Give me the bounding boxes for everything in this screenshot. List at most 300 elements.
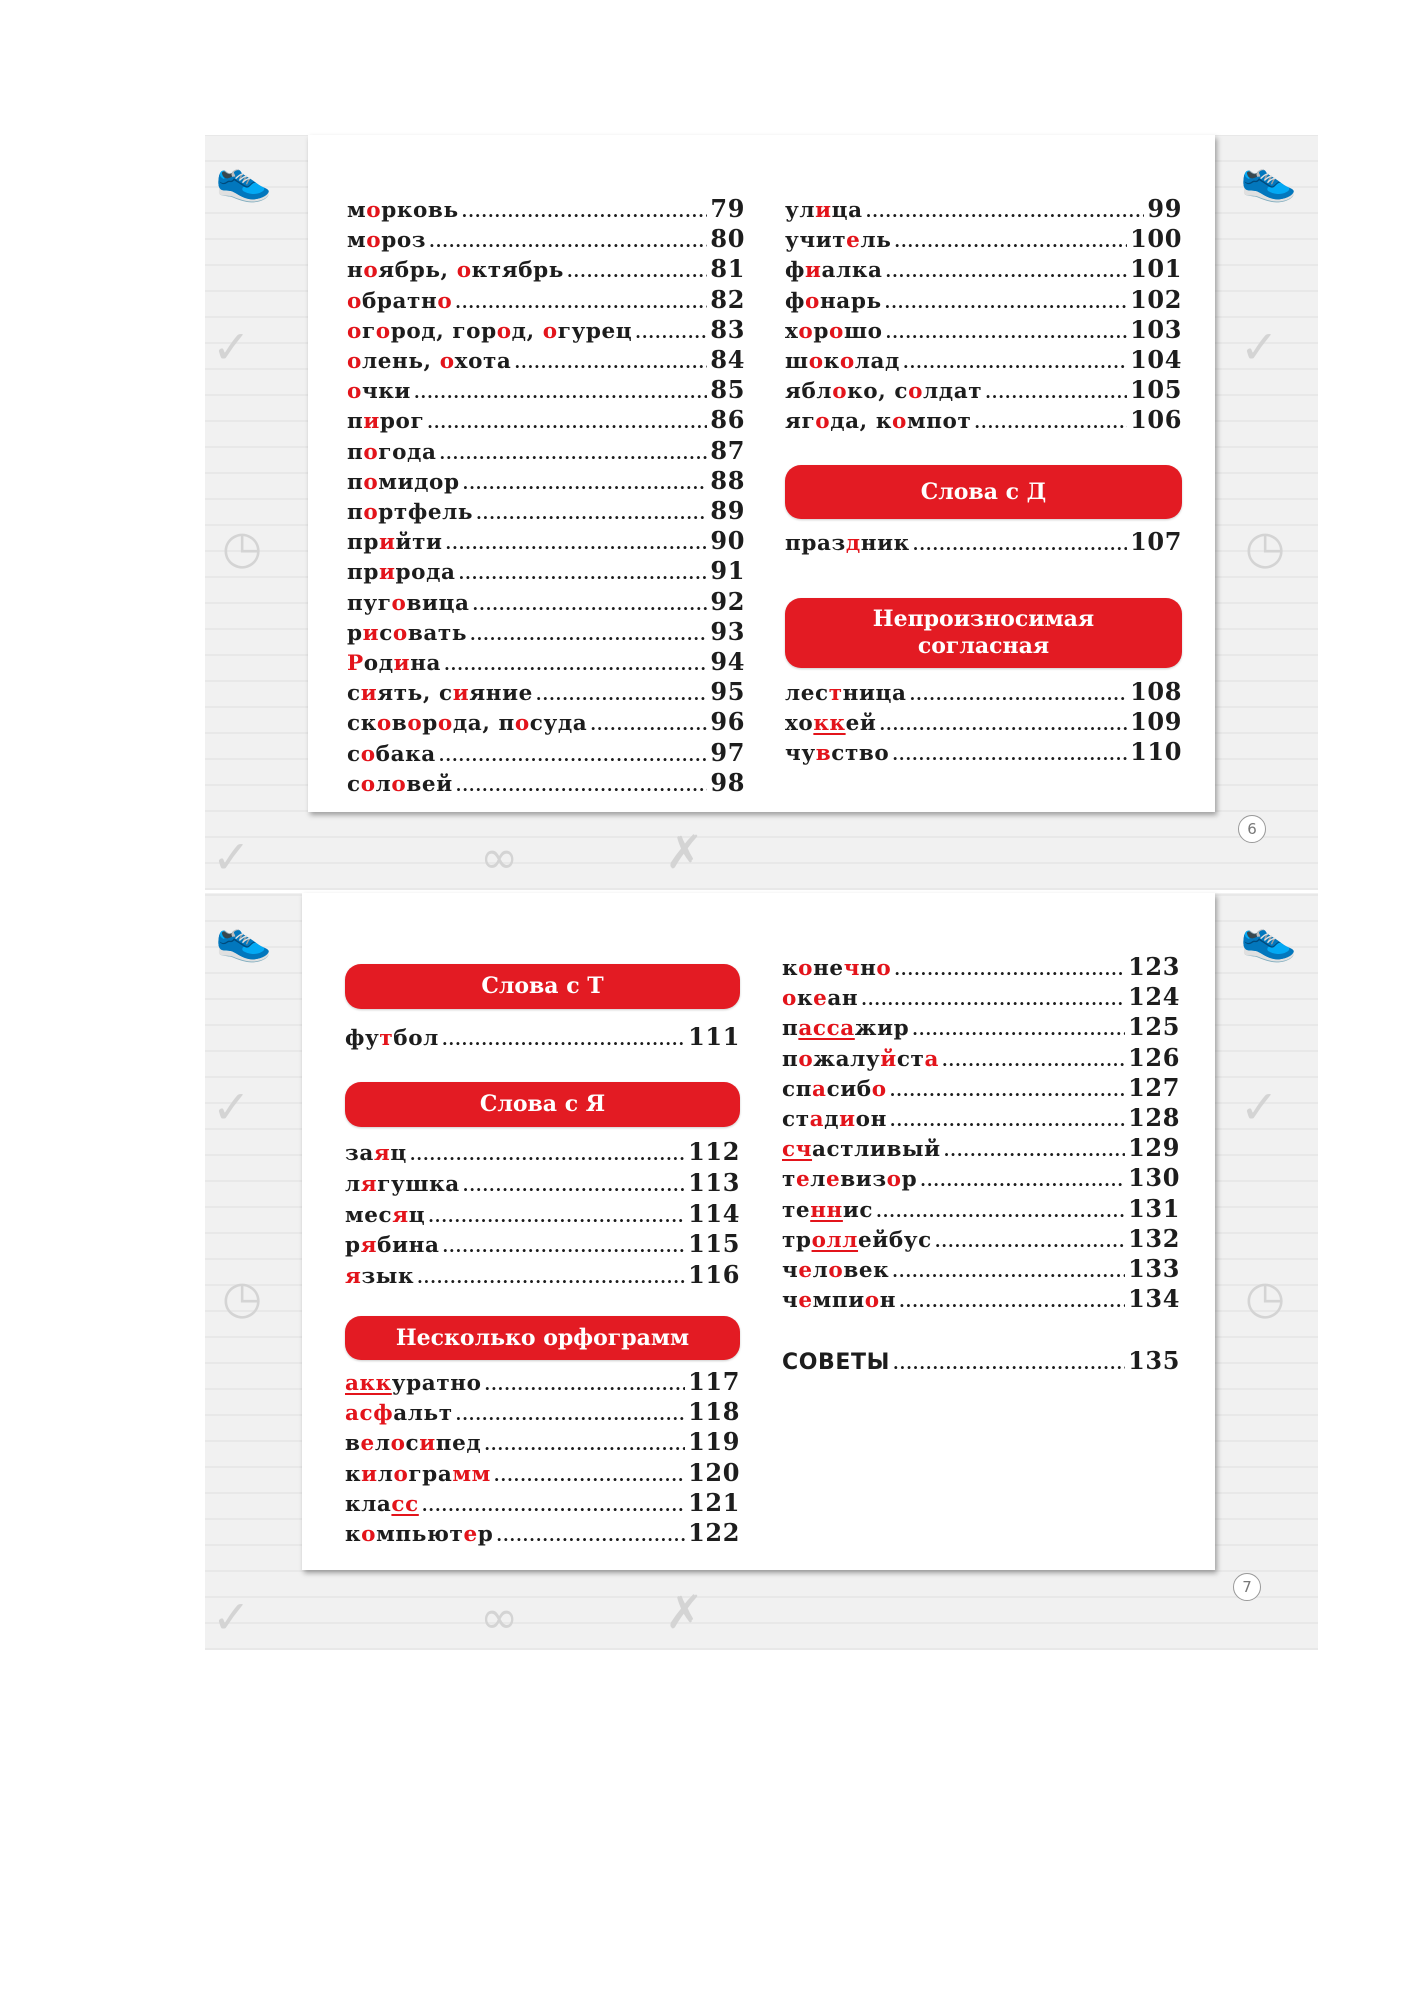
dot-leader (876, 1202, 1125, 1221)
word-part: п (347, 500, 364, 525)
sneaker-doodle-icon: 👟 (215, 150, 273, 204)
word-part: мпи (812, 1288, 865, 1314)
highlighted-letters: и (378, 530, 396, 556)
dot-leader (913, 535, 1127, 554)
page-number: 112 (688, 1137, 740, 1166)
highlighted-letters: олл (811, 1227, 859, 1253)
toc-entry[interactable] (782, 982, 1180, 1012)
glasses-doodle-icon: ∞ (480, 830, 519, 884)
entry-word (782, 1198, 873, 1223)
highlighted-letters: о (828, 1258, 844, 1283)
word-part: йти (395, 530, 443, 556)
highlighted-letters: асф (345, 1401, 394, 1427)
entry-word (347, 681, 533, 706)
page-number: 106 (1130, 405, 1182, 435)
word-part: мес (345, 1202, 393, 1228)
toc-entry[interactable] (347, 345, 745, 375)
dot-leader (484, 1435, 685, 1454)
page-number: 107 (1130, 527, 1182, 556)
clock-doodle-icon: ◷ (222, 1270, 263, 1324)
word-part: нарь (819, 288, 882, 314)
word-part: вица (406, 590, 470, 616)
page-number-6: 6 (1238, 815, 1266, 843)
word-part: да, п (452, 711, 515, 737)
dot-leader (974, 413, 1127, 432)
x-doodle-icon: ✗ (665, 1585, 704, 1639)
dot-leader (496, 1526, 685, 1545)
highlighted-letters: в (815, 741, 832, 767)
word-part: н (860, 956, 877, 981)
highlighted-letters: и (839, 1107, 856, 1132)
page-number: 91 (710, 556, 745, 586)
word-part: жалу (813, 1046, 881, 1072)
entry-word (347, 621, 467, 646)
page-number: 132 (1128, 1223, 1180, 1253)
dot-leader (514, 353, 707, 372)
page-number: 85 (710, 375, 745, 405)
word-part: к (345, 1522, 362, 1547)
highlighted-letters: е (813, 986, 828, 1012)
word-part: ко, с (847, 379, 909, 405)
toc-entry[interactable] (785, 224, 1182, 254)
dot-leader (456, 1405, 685, 1424)
page-number: 105 (1130, 375, 1182, 405)
word-part: праз (785, 531, 846, 556)
dot-leader (410, 1145, 685, 1164)
word-part: СОВЕТЫ (782, 1350, 891, 1375)
entry-word (785, 531, 910, 556)
highlighted-letters: о (456, 258, 472, 284)
toc-entry[interactable] (782, 1073, 1180, 1103)
highlighted-letters: о (391, 771, 407, 797)
toc-entry[interactable] (785, 405, 1182, 435)
entry-word (782, 1167, 917, 1192)
word-part: лдат (923, 379, 983, 405)
page-number: 120 (688, 1457, 740, 1487)
word-part: сп (782, 1076, 813, 1102)
word-part: ч (782, 1258, 799, 1283)
word-part: лад (854, 349, 900, 374)
dot-leader (885, 293, 1127, 312)
dot-leader (414, 383, 707, 402)
toc-entry[interactable] (345, 1137, 740, 1167)
highlighted-letters: о (496, 318, 512, 344)
toc-entry[interactable] (347, 617, 745, 647)
page-number: 117 (688, 1367, 740, 1396)
highlighted-letters: мм (452, 1461, 491, 1487)
toc-entry[interactable] (347, 677, 745, 707)
entry-word (347, 772, 453, 797)
highlighted-letters: о (815, 409, 831, 435)
toc-entry[interactable] (345, 1488, 740, 1518)
entry-word (347, 228, 426, 253)
toc-entry[interactable] (345, 1199, 740, 1229)
highlighted-letters: о (871, 1076, 887, 1102)
page-number: 88 (710, 465, 745, 495)
highlighted-letters: о (347, 379, 362, 405)
highlighted-letters: е (798, 1288, 813, 1314)
word-part: тр (782, 1227, 812, 1253)
highlighted-letters: о (393, 1461, 409, 1487)
toc-entry[interactable] (345, 1367, 740, 1397)
word-part: род, гор (390, 318, 497, 344)
word-part: в (391, 711, 408, 737)
dot-leader (462, 202, 708, 221)
highlighted-letters: е (795, 1167, 811, 1193)
page-number: 103 (1130, 314, 1182, 344)
word-part: лес (785, 681, 829, 706)
toc-entry[interactable] (347, 254, 745, 284)
page-number: 92 (710, 586, 745, 616)
dot-leader (879, 715, 1127, 734)
page-number: 126 (1128, 1042, 1180, 1072)
dot-leader (567, 262, 707, 281)
highlighted-letters: нн (810, 1197, 843, 1223)
word-part: т (782, 1167, 796, 1193)
highlighted-letters: о (798, 1046, 814, 1072)
word-part: ш (785, 349, 809, 374)
word-part: ца (831, 198, 863, 223)
entry-word (785, 289, 882, 314)
toc-entry[interactable] (785, 707, 1182, 737)
toc-entry[interactable] (782, 1254, 1180, 1284)
word-part: года (378, 439, 437, 465)
highlighted-letters: о (542, 318, 558, 344)
section-banner-multiple: Несколько орфограмм (345, 1316, 740, 1360)
toc-entry[interactable] (782, 1133, 1180, 1163)
dot-leader (942, 1051, 1125, 1070)
highlighted-letters: о (891, 409, 907, 435)
word-part: пр (347, 560, 379, 586)
highlighted-letters: и (805, 258, 822, 284)
word-part: к (796, 986, 814, 1012)
toc-entry[interactable] (785, 737, 1182, 767)
entry-word (785, 711, 876, 736)
x-doodle-icon: ✗ (665, 825, 704, 879)
highlighted-letters: о (347, 288, 362, 314)
highlighted-letters: а (924, 1046, 939, 1072)
page-number: 115 (688, 1229, 740, 1259)
highlighted-letters: я (360, 1171, 378, 1197)
page-number: 109 (1130, 707, 1182, 737)
dot-leader (463, 474, 708, 493)
word-part: р (345, 1233, 361, 1259)
word-part: яг (785, 409, 816, 435)
highlighted-letters: о (376, 711, 392, 737)
highlighted-letters: о (876, 956, 892, 981)
highlighted-letters: и (378, 560, 396, 586)
highlighted-letters: о (360, 771, 376, 797)
entry-word (345, 1522, 493, 1547)
dot-leader (463, 1176, 685, 1195)
dot-leader (417, 1268, 685, 1287)
highlighted-letters: о (366, 198, 382, 223)
entry-word (345, 1172, 460, 1197)
toc-entry[interactable] (345, 1427, 740, 1457)
highlighted-letters: о (839, 349, 855, 374)
word-part: ей (845, 711, 877, 737)
highlighted-letters: о (829, 318, 844, 344)
dot-leader (590, 715, 707, 734)
word-part: ис (842, 1197, 874, 1223)
page-number: 121 (688, 1487, 740, 1517)
page-number: 93 (710, 616, 745, 646)
word-part: учит (785, 228, 847, 254)
word-part: н (347, 258, 364, 284)
page-number: 123 (1128, 952, 1180, 981)
entry-word (347, 651, 441, 676)
highlighted-letters: кк (813, 711, 846, 737)
word-part: ст (782, 1107, 810, 1132)
highlighted-letters: а (812, 1076, 827, 1102)
toc-entry[interactable] (347, 556, 745, 586)
toc-entry[interactable] (785, 527, 1182, 557)
highlighted-letters: о (782, 986, 797, 1012)
toc-entry[interactable] (347, 224, 745, 254)
toc-entry[interactable] (347, 194, 745, 224)
highlighted-letters: сч (782, 1137, 813, 1163)
word-part: д (824, 1107, 840, 1132)
toc-entry[interactable] (782, 1163, 1180, 1193)
page-number: 113 (688, 1167, 740, 1197)
entry-word (345, 1462, 491, 1487)
highlighted-letters: и (815, 198, 832, 223)
page-number: 119 (688, 1427, 740, 1457)
page-number: 108 (1130, 677, 1182, 706)
page-number: 82 (710, 284, 745, 314)
word-part: бина (377, 1233, 440, 1259)
word-part: ейбус (858, 1227, 932, 1253)
word-part: чки (361, 379, 411, 405)
section-banner-t: Слова с Т (345, 964, 740, 1009)
word-part: братн (361, 288, 438, 314)
highlighted-letters: о (864, 1288, 880, 1314)
word-part: ск (347, 711, 377, 737)
toc-entry[interactable] (347, 526, 745, 556)
entry-word (347, 289, 452, 314)
entry-word (347, 258, 564, 283)
dot-leader (536, 685, 707, 704)
dot-leader (890, 1111, 1125, 1130)
check-doodle-icon: ✓ (212, 320, 251, 374)
dot-leader (920, 1171, 1125, 1190)
highlighted-letters: а (809, 1107, 825, 1132)
word-part: вать (407, 620, 468, 646)
word-part: гушка (377, 1171, 460, 1197)
word-part: л (374, 1431, 391, 1457)
word-part: п (782, 1046, 799, 1072)
entry-word (782, 1228, 932, 1253)
word-part: да, к (830, 409, 892, 435)
toc-entry[interactable] (347, 285, 745, 315)
highlighted-letters: е (825, 1167, 841, 1193)
page-number: 101 (1130, 254, 1182, 284)
dot-leader (476, 504, 707, 523)
toc-entry[interactable] (345, 1260, 740, 1290)
toc-entry[interactable] (347, 496, 745, 526)
word-part: н (879, 1288, 897, 1314)
highlighted-letters: о (798, 956, 814, 981)
toc-entry[interactable] (345, 1397, 740, 1427)
word-part: суда (529, 711, 588, 737)
sneaker-doodle-icon: 👟 (1240, 150, 1298, 204)
toc-entry[interactable] (782, 1043, 1180, 1073)
word-part: м (347, 198, 367, 223)
dot-leader (894, 232, 1127, 251)
check-doodle-icon: ✓ (1240, 1080, 1279, 1134)
dot-leader (894, 960, 1125, 979)
highlighted-letters: о (392, 620, 408, 646)
toc-entry[interactable] (785, 677, 1182, 707)
page-number: 127 (1128, 1072, 1180, 1102)
toc-entry[interactable] (785, 254, 1182, 284)
dot-leader (439, 746, 708, 765)
toc-entry[interactable] (347, 375, 745, 405)
word-part: ртфель (378, 500, 474, 525)
entry-word (785, 198, 863, 223)
page-number: 124 (1128, 982, 1180, 1012)
word-part: ль (860, 228, 892, 254)
dot-leader (446, 534, 708, 553)
page-number: 99 (1147, 194, 1182, 223)
toc-entry[interactable] (345, 1022, 740, 1052)
dot-leader (892, 1262, 1125, 1281)
word-part: он (855, 1107, 887, 1132)
toc-entry[interactable] (785, 375, 1182, 405)
word-part: п (347, 439, 364, 465)
check-doodle-icon: ✓ (212, 1080, 251, 1134)
entry-word (347, 319, 632, 344)
highlighted-letters: ч (843, 956, 861, 981)
word-part: яние (469, 681, 533, 707)
entry-word (782, 1258, 889, 1283)
page-number: 90 (710, 526, 745, 556)
sneaker-doodle-icon: 👟 (215, 910, 273, 964)
highlighted-letters: е (798, 1258, 813, 1283)
word-part: гра (408, 1461, 453, 1487)
dot-leader (485, 1375, 686, 1394)
highlighted-letters: о (375, 318, 391, 344)
entry-word (782, 1047, 939, 1072)
dot-leader (944, 1141, 1125, 1160)
toc-entry[interactable] (345, 1229, 740, 1259)
toc-entry[interactable] (345, 1168, 740, 1198)
word-part: г (361, 318, 376, 344)
toc-entry[interactable] (785, 315, 1182, 345)
word-part: за (345, 1141, 374, 1166)
page-number: 89 (710, 496, 745, 525)
word-part: виз (840, 1167, 887, 1193)
word-part: к (782, 956, 799, 981)
toc-entry[interactable] (347, 436, 745, 466)
page-number: 80 (710, 224, 745, 254)
toc-entry[interactable] (782, 1284, 1180, 1314)
word-part: м (347, 228, 367, 254)
entry-word (345, 1264, 414, 1289)
toc-entry[interactable] (782, 1224, 1180, 1254)
word-part: р (477, 1522, 494, 1547)
word-part: ство (831, 741, 890, 767)
section-banner-ya: Слова с Я (345, 1082, 740, 1127)
page-number: 131 (1128, 1193, 1180, 1223)
entry-word (347, 500, 473, 525)
highlighted-letters: о (363, 500, 379, 525)
page-number: 129 (1128, 1133, 1180, 1163)
word-part: к (345, 1461, 362, 1487)
word-part: ч (782, 1288, 799, 1314)
check-doodle-icon: ✓ (1240, 320, 1279, 374)
highlighted-letters: о (347, 349, 362, 374)
toc-entry[interactable] (782, 1194, 1180, 1224)
word-part: вей (406, 771, 453, 797)
word-part: ябрь, (378, 258, 457, 284)
word-part: жир (854, 1016, 910, 1042)
highlighted-letters: й (880, 1046, 897, 1072)
page-number: 130 (1128, 1163, 1180, 1193)
dot-leader (893, 1354, 1125, 1373)
dot-leader (910, 685, 1128, 704)
highlighted-letters: е (463, 1522, 478, 1547)
word-part: р (347, 620, 363, 646)
toc-entry[interactable] (347, 466, 745, 496)
word-part: бол (393, 1026, 439, 1051)
highlighted-letters: е (846, 228, 861, 254)
highlighted-letters: д (845, 531, 861, 556)
highlighted-letters: о (805, 288, 820, 314)
highlighted-letters: о (439, 349, 455, 374)
dot-leader (459, 564, 708, 583)
toc-entry[interactable] (782, 1103, 1180, 1133)
toc-entry[interactable] (347, 738, 745, 768)
toc-entry[interactable] (782, 952, 1180, 982)
sneaker-doodle-icon: 👟 (1240, 910, 1298, 964)
word-part: ять, с (377, 681, 453, 707)
word-part: ник (860, 531, 910, 556)
toc-entry[interactable] (345, 1518, 740, 1548)
word-part: с (405, 1431, 420, 1457)
toc-entry[interactable] (782, 1012, 1180, 1042)
dot-leader (455, 293, 707, 312)
dot-leader (470, 625, 707, 644)
toc-entry[interactable] (785, 345, 1182, 375)
toc-entry[interactable] (347, 315, 745, 345)
toc-entry[interactable] (782, 1346, 1180, 1376)
toc-entry[interactable] (347, 405, 745, 435)
entry-word (345, 1431, 481, 1456)
clock-doodle-icon: ◷ (1245, 1270, 1286, 1324)
highlighted-letters: сс (391, 1491, 419, 1517)
toc-entry[interactable] (345, 1458, 740, 1488)
dot-leader (866, 202, 1145, 221)
word-part: мпьют (376, 1522, 464, 1547)
highlighted-letters: о (391, 590, 407, 616)
word-part: мидор (378, 469, 460, 495)
toc-entry[interactable] (347, 587, 745, 617)
dot-leader (985, 383, 1127, 402)
word-part: пр (347, 530, 379, 556)
page-number: 94 (710, 647, 745, 676)
dot-leader (886, 323, 1127, 342)
toc-entry[interactable] (347, 647, 745, 677)
toc-entry[interactable] (785, 194, 1182, 224)
dot-leader (494, 1466, 685, 1485)
toc-entry[interactable] (785, 285, 1182, 315)
page-number: 111 (688, 1022, 740, 1051)
entry-word (347, 349, 511, 374)
dot-leader (892, 745, 1127, 764)
toc-entry[interactable] (347, 707, 745, 737)
toc-entry[interactable] (347, 768, 745, 798)
